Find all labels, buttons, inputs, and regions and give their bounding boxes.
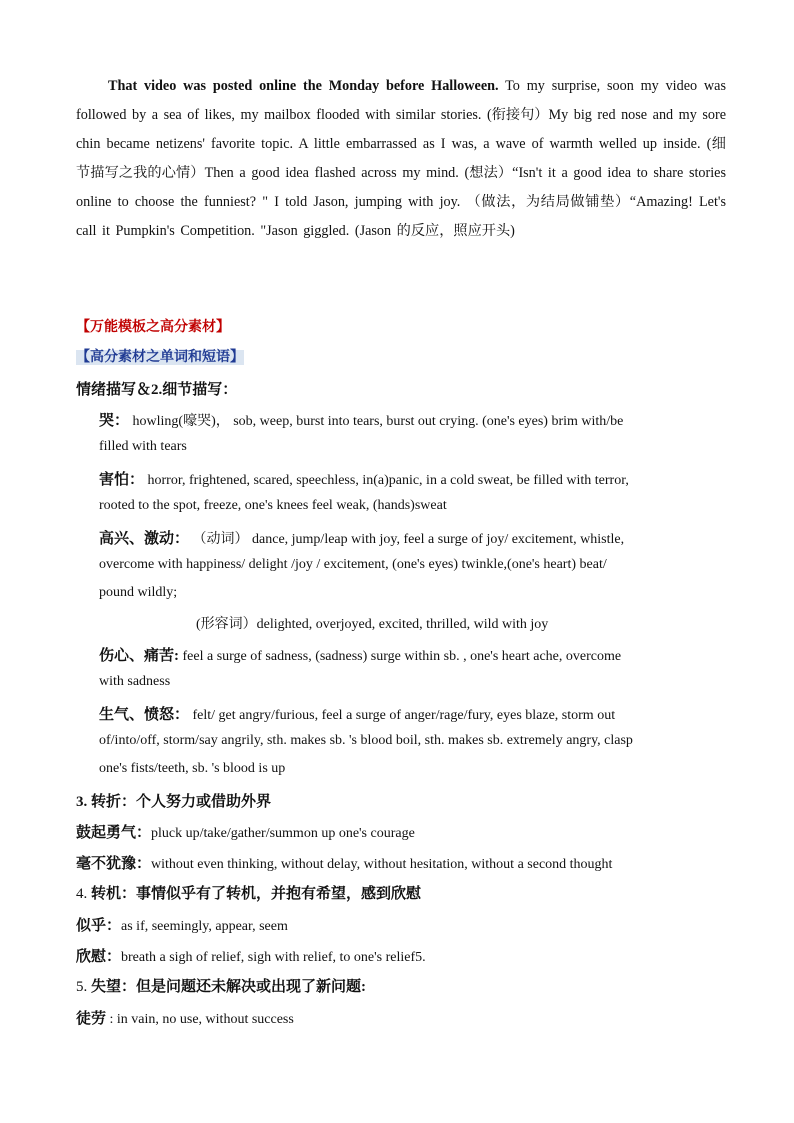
section-5-number: 5. [76,979,88,995]
seem-text: as if, seemingly, appear, seem [121,919,288,934]
vain-text: : in vain, no use, without success [106,1012,294,1027]
heading-red-text: 【万能模板之高分素材】 [76,320,230,335]
vain-line [76,1007,294,1028]
seem-line [76,914,288,935]
angry-label: 生气、愤怒： [99,707,190,723]
hesitate-label: 毫不犹豫： [76,856,152,872]
sad-line-2: with sadness [99,674,171,689]
section-5-text: 失望：但是问题还未解决或出现了新问题: [87,979,366,995]
angry-line-1 [99,703,615,724]
section-3-number: 3. [76,794,88,810]
happy-label: 高兴、激动： [99,531,190,547]
happy-text-1: （动词） dance, jump/leap with joy, feel a surge of joy/ excitement, whistle, [192,532,625,547]
happy-line-3: pound wildly; [99,585,178,600]
cry-line-1 [99,409,623,430]
cry-line-2: filled with tears [99,439,187,454]
paragraph-body: To my surprise, soon my video was followed by a sea of likes, my mailbox flooded with similar stories. (衔接句）My big red nose and my sore chin became netizens' favorite topic. A little embarrassed as I was, a wave of warmth welled up inside. (细节描写之我的心情）Then a good idea flashed across my mind. (想法）“Isn't it a good idea to share stories online to choose the funniest? " I told Jason, jumping with joy. （做法，为结局做铺垫）“Amazing! Let's call it Pumpkin's Competition. "Jason giggled. (Jason 的反应，照应开头) [76,78,726,239]
fear-label: 害怕： [99,472,145,488]
hesitate-text: without even thinking, without delay, without hesitation, without a second thought [151,857,613,872]
paragraph-lead: That video was posted online the Monday before Halloween. [108,78,499,94]
story-paragraph [76,72,726,246]
happy-line-1 [99,527,624,548]
relief-line [76,945,426,966]
fear-line-2: rooted to the spot, freeze, one's knees feel weak, (hands)sweat [99,498,447,513]
fear-line-1 [99,468,629,489]
heading-words-phrases [76,346,244,366]
section-4-number: 4. [76,886,88,902]
courage-label: 鼓起勇气： [76,825,152,841]
section-3-text: 转折：个人努力或借助外界 [87,794,272,810]
vain-label: 徒劳 [76,1011,107,1027]
cry-text-1: howling(嚎哭)， sob, weep, burst into tears, burst out crying. (one's eyes) brim with/be [132,414,624,429]
cry-label: 哭： [99,413,130,429]
relief-label: 欣慰： [76,949,122,965]
angry-line-3: one's fists/teeth, sb. 's blood is up [99,761,286,776]
section-4-text: 转机：事情似乎有了转机，并抱有希望，感到欣慰 [87,886,422,902]
angry-text-1: felt/ get angry/furious, feel a surge of anger/rage/fury, eyes blaze, storm out [192,708,616,723]
section-5-title [76,975,366,996]
happy-line-4: (形容词）delighted, overjoyed, excited, thrilled, wild with joy [196,617,549,632]
heading-blue-text: 【高分素材之单词和短语】 [76,350,244,365]
sad-line-1 [99,644,621,665]
angry-line-2: of/into/off, storm/say angrily, sth. makes sb. 's blood boil, sth. makes sb. extremely angry, clasp [99,733,633,748]
fear-text-1: horror, frightened, scared, speechless, in(a)panic, in a cold sweat, be filled with terror, [147,473,629,488]
seem-label: 似乎： [76,918,122,934]
hesitate-line [76,852,612,873]
section-3-title [76,790,271,811]
sad-label: 伤心、痛苦: [99,648,179,664]
sad-text-1: feel a surge of sadness, (sadness) surge within sb. , one's heart ache, overcome [182,649,622,664]
courage-line [76,821,415,842]
section-emotion-title: 情绪描写＆2.细节描写： [76,382,238,398]
courage-text: pluck up/take/gather/summon up one's courage [151,826,415,841]
section-4-title [76,882,421,903]
happy-line-2: overcome with happiness/ delight /joy / excitement, (one's eyes) twinkle,(one's heart) beat/ [99,557,607,572]
heading-template-material [76,316,230,336]
relief-text: breath a sigh of relief, sigh with relief, to one's relief5. [121,950,426,965]
